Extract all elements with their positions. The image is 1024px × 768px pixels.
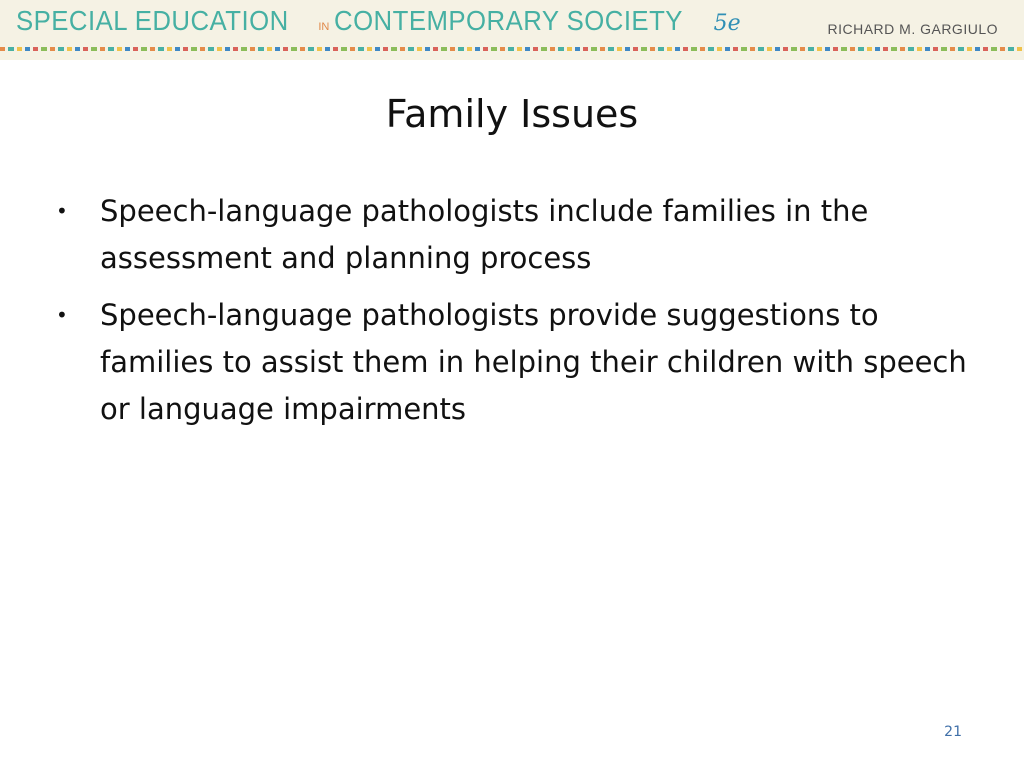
- decorative-dash-divider: [0, 47, 1024, 51]
- book-title-part2: CONTEMPORARY SOCIETY: [334, 5, 684, 36]
- bullet-marker: •: [56, 199, 68, 223]
- bullet-text: Speech-language pathologists include families in the assessment and planning process: [100, 194, 869, 275]
- book-title-part1: SPECIAL EDUCATION: [16, 5, 289, 36]
- bullet-item: [56, 292, 986, 433]
- bullet-text: Speech-language pathologists provide suggestions to families to assist them in helping their children with speech or language impairments: [100, 298, 967, 426]
- bullet-list: [56, 188, 986, 443]
- bullet-marker: •: [56, 303, 68, 327]
- author-name: RICHARD M. GARGIULO: [827, 21, 998, 37]
- bullet-item: [56, 188, 986, 282]
- page-number: 21: [944, 724, 962, 740]
- edition-mark: 5e: [713, 11, 741, 36]
- book-title: [16, 5, 741, 45]
- book-title-in: IN: [318, 21, 330, 33]
- header-banner: [0, 0, 1024, 60]
- slide-title: Family Issues: [385, 92, 639, 136]
